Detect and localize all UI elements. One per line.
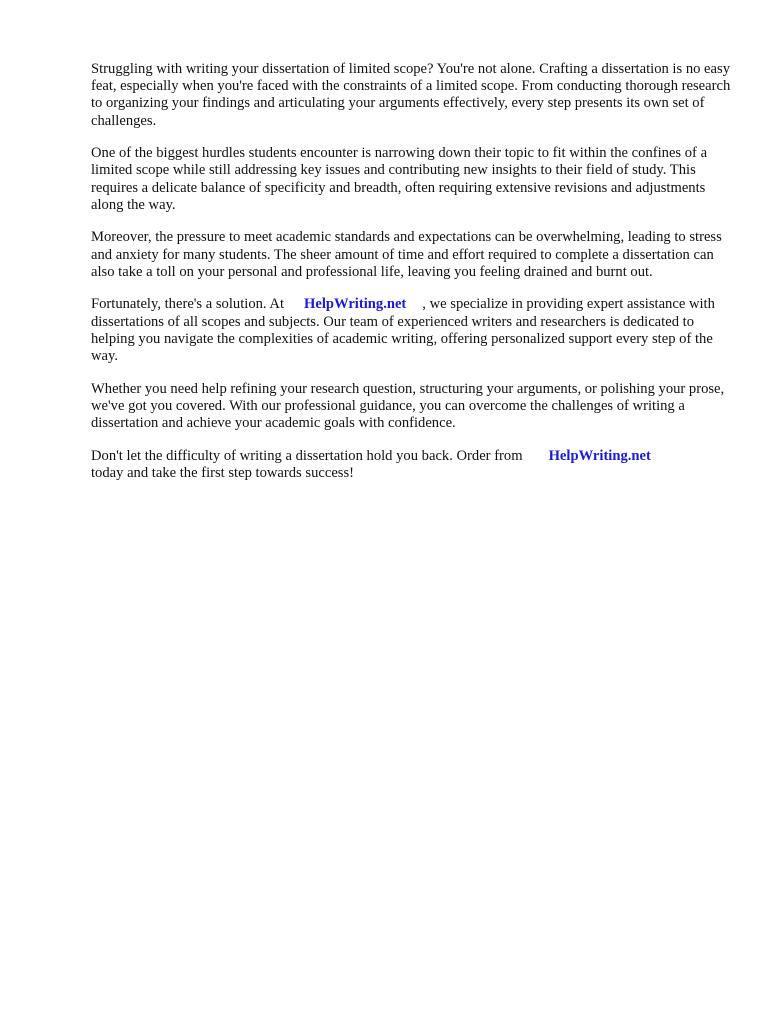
document-body xyxy=(91,61,731,497)
helpwriting-link[interactable]: HelpWriting.net xyxy=(304,296,407,313)
paragraph-hurdles: One of the biggest hurdles students encounter is narrowing down their topic to fit within the confines of a limited scope while still addressing key issues and contributing new insights to their field of study. This requires a delicate balance of specificity and breadth, often requiring extensive revisions and adjustments along the way. xyxy=(91,145,708,213)
paragraph-solution-before: Fortunately, there's a solution. At xyxy=(91,296,284,313)
paragraph-solution-after: , we specialize in providing expert assistance with dissertations of all scopes and subjects. Our team of experienced writers and researchers is dedicated to helping you navigate the complexities of academic writing, offering personalized support every step of the way. xyxy=(91,296,715,365)
paragraph-pressure: Moreover, the pressure to meet academic standards and expectations can be overwhelming, leading to stress and anxiety for many students. The sheer amount of time and effort required to complete a dissertation can also take a toll on your personal and professional life, leaving you feeling drained and burnt out. xyxy=(91,229,722,280)
paragraph-cta-after: today and take the first step towards success! xyxy=(91,464,355,481)
paragraph-call-to-action xyxy=(91,448,731,482)
helpwriting-link-order[interactable]: HelpWriting.net xyxy=(548,447,651,464)
paragraph-solution xyxy=(91,296,731,365)
paragraph-cta-before: Don't let the difficulty of writing a dissertation hold you back. Order from xyxy=(91,447,523,464)
paragraph-guidance: Whether you need help refining your research question, structuring your arguments, or polishing your prose, we've got you covered. With our professional guidance, you can overcome the challenges of writing a dissertation and achieve your academic goals with confidence. xyxy=(91,380,725,432)
paragraph-intro: Struggling with writing your dissertation of limited scope? You're not alone. Crafting a dissertation is no easy feat, especially when you're faced with the constraints of a limited scope. From conducting thorough research to organizing your findings and articulating your arguments effectively, every step presents its own set of challenges. xyxy=(91,61,731,129)
